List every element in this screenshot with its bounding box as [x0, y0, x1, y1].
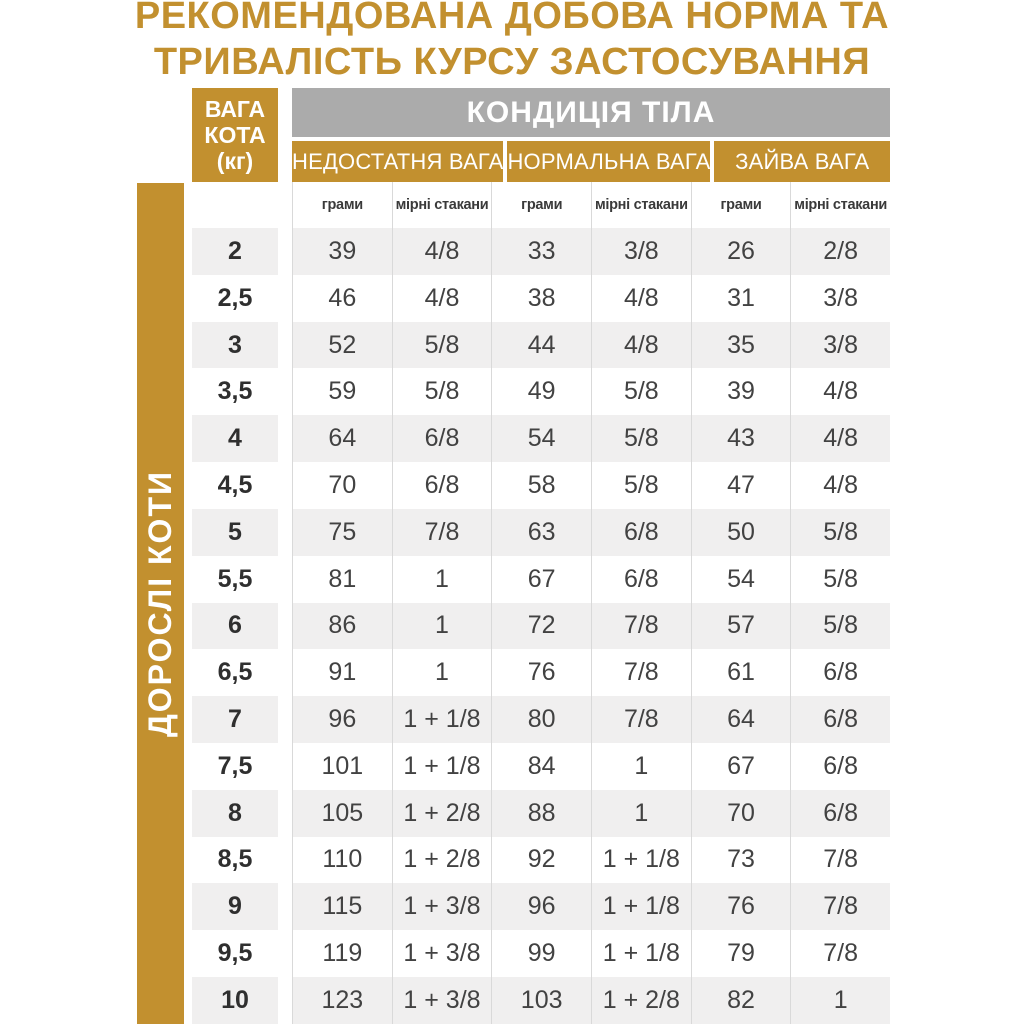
cups-value-cell: 6/8	[790, 790, 890, 837]
cups-value-cell: 1 + 1/8	[591, 837, 691, 884]
weight-cell: 6	[192, 603, 278, 650]
cups-value-cell: 4/8	[392, 275, 492, 322]
cups-value-cell: 4/8	[392, 228, 492, 275]
cups-value-cell: 4/8	[591, 322, 691, 369]
grams-value-cell: 35	[691, 322, 791, 369]
grams-value-cell: 72	[491, 603, 591, 650]
page-title-line1: РЕКОМЕНДОВАНА ДОБОВА НОРМА ТА	[134, 0, 890, 37]
column-gutter	[278, 603, 292, 650]
grams-value-cell: 76	[691, 883, 791, 930]
cups-value-cell: 7/8	[591, 603, 691, 650]
side-label-bar	[137, 183, 184, 1024]
cups-value-cell: 7/8	[790, 930, 890, 977]
grams-value-cell: 91	[292, 649, 392, 696]
column-gutter	[278, 743, 292, 790]
grams-value-cell: 96	[292, 696, 392, 743]
table-row	[192, 977, 890, 1024]
table-body	[192, 228, 890, 1024]
grams-value-cell: 86	[292, 603, 392, 650]
cups-value-cell: 5/8	[790, 509, 890, 556]
table-row	[192, 322, 890, 369]
grams-value-cell: 52	[292, 322, 392, 369]
subheader-cups: мірні стакани	[392, 182, 492, 228]
cups-value-cell: 5/8	[790, 556, 890, 603]
group-header-overweight: ЗАЙВА ВАГА	[714, 141, 890, 182]
grams-value-cell: 33	[491, 228, 591, 275]
cups-value-cell: 1	[790, 977, 890, 1024]
cups-value-cell: 6/8	[392, 415, 492, 462]
column-gutter	[278, 228, 292, 275]
grams-value-cell: 105	[292, 790, 392, 837]
grams-value-cell: 73	[691, 837, 791, 884]
grams-value-cell: 47	[691, 462, 791, 509]
grams-value-cell: 76	[491, 649, 591, 696]
cups-value-cell: 1	[591, 790, 691, 837]
grams-value-cell: 59	[292, 368, 392, 415]
cups-value-cell: 6/8	[790, 743, 890, 790]
grams-value-cell: 99	[491, 930, 591, 977]
condition-header: КОНДИЦІЯ ТІЛА	[292, 88, 890, 137]
column-gutter	[278, 275, 292, 322]
grams-value-cell: 110	[292, 837, 392, 884]
grams-value-cell: 92	[491, 837, 591, 884]
cups-value-cell: 5/8	[591, 415, 691, 462]
weight-cell: 4	[192, 415, 278, 462]
grams-value-cell: 26	[691, 228, 791, 275]
grams-value-cell: 44	[491, 322, 591, 369]
cups-value-cell: 6/8	[591, 556, 691, 603]
table-row	[192, 228, 890, 275]
cups-value-cell: 6/8	[591, 509, 691, 556]
table-row	[192, 415, 890, 462]
cups-value-cell: 4/8	[591, 275, 691, 322]
column-gutter	[278, 883, 292, 930]
cups-value-cell: 1 + 3/8	[392, 930, 492, 977]
column-gutter	[278, 837, 292, 884]
cups-value-cell: 7/8	[591, 696, 691, 743]
cups-value-cell: 3/8	[790, 322, 890, 369]
cups-value-cell: 4/8	[790, 462, 890, 509]
weight-cell: 5	[192, 509, 278, 556]
weight-header-line: КОТА	[204, 122, 266, 148]
weight-cell: 5,5	[192, 556, 278, 603]
cups-value-cell: 1	[591, 743, 691, 790]
grams-value-cell: 115	[292, 883, 392, 930]
group-header-underweight: НЕДОСТАТНЯ ВАГА	[292, 141, 503, 182]
weight-cell: 6,5	[192, 649, 278, 696]
column-gutter	[278, 462, 292, 509]
cups-value-cell: 5/8	[392, 368, 492, 415]
grams-value-cell: 123	[292, 977, 392, 1024]
cups-value-cell: 2/8	[790, 228, 890, 275]
grams-value-cell: 101	[292, 743, 392, 790]
weight-cell: 2	[192, 228, 278, 275]
weight-cell: 8	[192, 790, 278, 837]
grams-value-cell: 50	[691, 509, 791, 556]
weight-cell: 8,5	[192, 837, 278, 884]
cups-value-cell: 1 + 2/8	[392, 837, 492, 884]
cups-value-cell: 3/8	[591, 228, 691, 275]
cups-value-cell: 1	[392, 649, 492, 696]
page-title-line2: ТРИВАЛІСТЬ КУРСУ ЗАСТОСУВАННЯ	[153, 41, 871, 83]
weight-cell: 10	[192, 977, 278, 1024]
weight-header-line: ВАГА	[204, 96, 266, 122]
cups-value-cell: 1 + 2/8	[591, 977, 691, 1024]
feeding-table	[192, 88, 890, 1024]
grams-value-cell: 81	[292, 556, 392, 603]
group-header-normal: НОРМАЛЬНА ВАГА	[507, 141, 710, 182]
cups-value-cell: 7/8	[790, 837, 890, 884]
grams-value-cell: 58	[491, 462, 591, 509]
cups-value-cell: 4/8	[790, 368, 890, 415]
subheader-cups: мірні стакани	[790, 182, 890, 228]
cups-value-cell: 7/8	[392, 509, 492, 556]
subheader-cups: мірні стакани	[591, 182, 691, 228]
cups-value-cell: 1 + 3/8	[392, 977, 492, 1024]
grams-value-cell: 75	[292, 509, 392, 556]
grams-value-cell: 96	[491, 883, 591, 930]
cups-value-cell: 5/8	[790, 603, 890, 650]
subheader-grams: грами	[491, 182, 591, 228]
cups-value-cell: 1 + 1/8	[591, 930, 691, 977]
grams-value-cell: 57	[691, 603, 791, 650]
cups-value-cell: 1 + 1/8	[392, 696, 492, 743]
column-gutter	[278, 368, 292, 415]
table-row	[192, 556, 890, 603]
cups-value-cell: 5/8	[591, 462, 691, 509]
subheader-grams: грами	[691, 182, 791, 228]
cups-value-cell: 4/8	[790, 415, 890, 462]
table-row	[192, 790, 890, 837]
cups-value-cell: 1 + 1/8	[591, 883, 691, 930]
grams-value-cell: 79	[691, 930, 791, 977]
weight-cell: 3	[192, 322, 278, 369]
page-title	[0, 0, 1024, 85]
cups-value-cell: 1 + 3/8	[392, 883, 492, 930]
table-row	[192, 275, 890, 322]
cups-value-cell: 7/8	[790, 883, 890, 930]
table-row	[192, 509, 890, 556]
grams-value-cell: 43	[691, 415, 791, 462]
grams-value-cell: 64	[691, 696, 791, 743]
condition-groups	[292, 141, 890, 182]
grams-value-cell: 88	[491, 790, 591, 837]
column-gutter	[278, 977, 292, 1024]
table-row	[192, 696, 890, 743]
table-row	[192, 649, 890, 696]
weight-cell: 7	[192, 696, 278, 743]
side-label: ДОРОСЛІ КОТИ	[142, 469, 178, 737]
column-gutter	[278, 790, 292, 837]
cups-value-cell: 1 + 2/8	[392, 790, 492, 837]
column-gutter	[278, 696, 292, 743]
cups-value-cell: 5/8	[392, 322, 492, 369]
cups-value-cell: 3/8	[790, 275, 890, 322]
grams-value-cell: 46	[292, 275, 392, 322]
cups-value-cell: 6/8	[392, 462, 492, 509]
cups-value-cell: 1	[392, 603, 492, 650]
weight-header-line: (кг)	[216, 148, 254, 174]
table-row	[192, 462, 890, 509]
grams-value-cell: 54	[491, 415, 591, 462]
grams-value-cell: 119	[292, 930, 392, 977]
cups-value-cell: 1 + 1/8	[392, 743, 492, 790]
grams-value-cell: 54	[691, 556, 791, 603]
grams-value-cell: 67	[491, 556, 591, 603]
column-gutter	[278, 930, 292, 977]
grams-value-cell: 64	[292, 415, 392, 462]
weight-cell: 2,5	[192, 275, 278, 322]
grams-value-cell: 70	[292, 462, 392, 509]
cups-value-cell: 5/8	[591, 368, 691, 415]
grams-value-cell: 31	[691, 275, 791, 322]
weight-cell: 4,5	[192, 462, 278, 509]
grams-value-cell: 82	[691, 977, 791, 1024]
table-row	[192, 368, 890, 415]
table-row	[192, 883, 890, 930]
cups-value-cell: 7/8	[591, 649, 691, 696]
grams-value-cell: 70	[691, 790, 791, 837]
weight-cell: 9,5	[192, 930, 278, 977]
grams-value-cell: 84	[491, 743, 591, 790]
table-row	[192, 837, 890, 884]
table-row	[192, 603, 890, 650]
grams-value-cell: 39	[292, 228, 392, 275]
grams-value-cell: 49	[491, 368, 591, 415]
column-gutter	[278, 415, 292, 462]
column-gutter	[278, 322, 292, 369]
weight-column-header	[192, 88, 278, 182]
column-gutter	[278, 556, 292, 603]
table-row	[192, 743, 890, 790]
grams-value-cell: 63	[491, 509, 591, 556]
grams-value-cell: 39	[691, 368, 791, 415]
weight-cell: 9	[192, 883, 278, 930]
grams-value-cell: 38	[491, 275, 591, 322]
subheader-grams: грами	[292, 182, 392, 228]
grams-value-cell: 80	[491, 696, 591, 743]
cups-value-cell: 6/8	[790, 649, 890, 696]
grams-value-cell: 61	[691, 649, 791, 696]
grams-value-cell: 103	[491, 977, 591, 1024]
cups-value-cell: 1	[392, 556, 492, 603]
sub-header-row	[292, 182, 890, 228]
cups-value-cell: 6/8	[790, 696, 890, 743]
column-gutter	[278, 509, 292, 556]
grams-value-cell: 67	[691, 743, 791, 790]
weight-cell: 7,5	[192, 743, 278, 790]
column-gutter	[278, 649, 292, 696]
table-row	[192, 930, 890, 977]
weight-cell: 3,5	[192, 368, 278, 415]
